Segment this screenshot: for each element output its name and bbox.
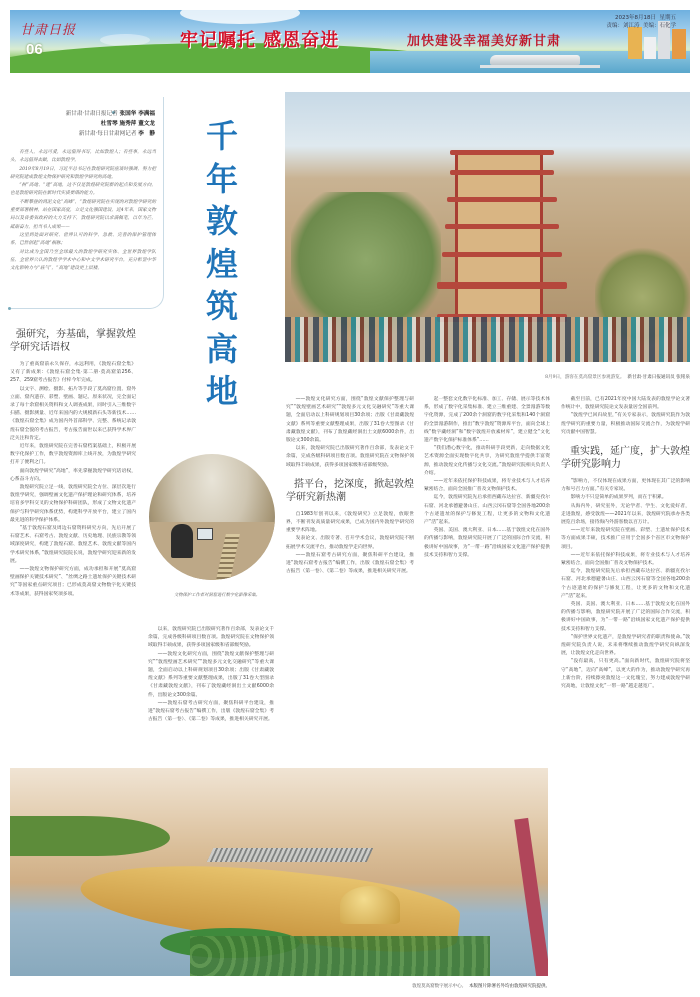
paragraph: ——敦煌文化研究方面，围绕“敦煌文献保护整理与研究”“敦煌壁画艺术研究”“敦煌多元文化交融研究”等重大课题，全面启动以上科研规划项目30余项；出版《甘肃藏敦煌文献》系列等重要文献整理成果，出版了31卷大型图录《甘肃藏敦煌文献》，刊布了敦煌藏经洞出土文献6000余件，出版论文300余篇。 (286, 397, 414, 444)
train-icon (490, 55, 580, 65)
paragraph: “影响力，不仅体现在成果方面，更体现在其广泛的影响力和号召力方面。”有关专家说。 (561, 479, 690, 493)
paragraph: ——近年来依托保护科技成果，将专业技术与人才培养紧密结合，面向全国推广普及文物保护技术。 (561, 552, 690, 567)
intro-paragraph: 有些人，永远可爱，永远值得书写，比如敦煌人；有些事，永远当头，永远值得去做，比如敦煌学。 (10, 150, 156, 164)
paragraph: 迄今，敦煌研究院先后承担西藏布达拉宫、新疆克孜尔石窟、河北承德避暑山庄、山西云冈石窟等全国各地200余个古迹遗址的保护与修复工程，让更多的文物和文化遗产“活”起来。 (424, 495, 550, 526)
issue-info (606, 14, 676, 30)
paragraph: “保护世界文化遗产，是敦煌学研究者的职责和使命。”敦煌研究院负责人说，未来将继续推动敦煌学研究向纵深发展，让敦煌文化走向世界。 (561, 634, 690, 657)
section-heading (286, 478, 414, 504)
caption-credit: 新甘肃·甘肃日报通讯员 张铭泉 (627, 375, 690, 380)
page-number: 06 (26, 41, 43, 58)
newspaper-logo: 甘肃日报 (20, 23, 77, 38)
top-photo-caption (440, 374, 690, 380)
paragraph: 面向敦煌学研究“高地”，率先掌握敦煌学研究话语权，心系奋斗方向。 (10, 468, 136, 482)
dot-decoration (8, 307, 11, 310)
section-heading-line: 学研究话语权 (10, 342, 70, 353)
slogan-sub: 加快建设幸福美好新甘肃 (407, 34, 562, 49)
paragraph: ——敦煌石窟考古研究方面，聚焦科研平台建设，推进“敦煌石窟考古报告”编撰工作，出版《敦煌石窟全集》考古报告（第一卷）、《第二卷》等成果，推进相关研究开展。 (286, 552, 414, 575)
cloud-decoration (180, 10, 300, 24)
section-heading (10, 328, 136, 354)
title-char: 敦 (205, 202, 238, 240)
byline-prefix: 新甘肃·每日甘肃网记者 (78, 131, 137, 137)
issue-date: 2023年8月18日 (614, 15, 656, 21)
section-heading-line: 强研究，夯基础，掌握敦煌 (16, 329, 136, 340)
intro-paragraph: 2019年8月19日，习近平总书记在敦煌研究院座谈时强调，努力把研究院建成敦煌文物保护研究和敦煌学研究的高地。 (10, 166, 156, 180)
section-heading-line: 重实践，延广度，扩大敦煌 (570, 446, 690, 458)
article-title (202, 115, 242, 413)
byline-prefix: 新甘肃·甘肃日报记者 (65, 111, 118, 117)
paragraph: 以来，敦煌研究院已出版研究著作百余部，发表论文千余篇，完成各级科研项目数百项。敦煌研究院在文物保护领域取得丰硕成果，获得多项国家级和省部级奖励。 (286, 446, 414, 468)
intro-text (10, 149, 156, 273)
article-column-2 (148, 626, 274, 760)
designer: 美编：石化学 (642, 23, 676, 29)
paragraph: 从海内外，研究室外，无论学者、学生、文化爱好者，走进敦煌，感受敦煌——2021年以来，敦煌研究院承办各类展览百余场，接待海内外游客数以百万计。 (561, 503, 690, 526)
paragraph: 为了重高窟前永久保存，永远利用，《敦煌石窟全集》又有了新成果：《敦煌石窟全集·第二册·莫高窟第256、257、259窟考古报告》付梓今年完成。 (10, 362, 136, 384)
paragraph: ——近年来敦煌研究院在壁画、彩塑、土遗址保护技术等方面成果丰硕，技术推广应用于全国多个省区市文物保护项目。 (561, 528, 690, 550)
title-char: 高 (205, 329, 238, 368)
paragraph: 近年来，敦煌研究院在完善石窟档案基础上，积极开展数字化保护工作，数字敦煌资源库上线开放，为敦煌学研究打开了便利之门。 (10, 444, 136, 466)
mogao-caves-photo (285, 92, 690, 362)
building-icon (644, 37, 656, 59)
paragraph: “敦煌学已回归故里，”有关专家表示，敦煌研究院作为敦煌学研究的重要力量，积极推动国际交流合作，为敦煌学研究贡献中国智慧。 (561, 413, 690, 435)
title-char: 千 (205, 117, 238, 155)
intro-paragraph: 这里到处面对研究、世界认可的科学、急救、完善的保护管理体系，已然创起“高地”根脉； (10, 232, 156, 247)
byline (10, 109, 155, 139)
paragraph: 以来，敦煌研究院已出版研究著作百余部，发表论文千余篇，完成各级科研项目数百项。敦煌研究院在文物保护领域取得丰硕成果，获得多项国家级和省部级奖励。 (148, 627, 274, 649)
paragraph: 以文字、测绘、摄影、拓片等手段了莫高窟位置、窟外立面、窟内遗存、彩塑、壁画、题记、原来状况，完全面记录了每十余窟相关资料和文人调查成果，同时引入三维数字扫描、摄影测量、近年来国内的大规模新石头等新技术……《敦煌石窟全集》成为国内外首部科学、完整、系统记录敦煌石窟全貌的考古报告，考古报告面世以来已获得学术界广泛关注和肯定。 (10, 386, 136, 441)
caption-credit: 本版图片除署名外均由敦煌研究院提供。 (469, 984, 550, 989)
digital-imaging-photo (149, 454, 275, 580)
article-column-4 (424, 396, 550, 762)
paragraph: 截至目前，已有2021年度中国大陆发表的敦煌学论文著作统计中，敦煌研究院论文发表量居全国前列。 (561, 397, 690, 411)
paragraph: “没有最高，只有更高。”面向新时代，敦煌研究院将坚守“高地”，迈向“高峰”，以更大的作为，推动敦煌学研究再上新台阶，持续擦亮敦煌这一文化瑰宝，努力建成敦煌学研究高地，让敦煌文化“一带一路”越走越宽广。 (561, 659, 690, 690)
intro-paragraph: 不断攀登的鸿泥文化“高峰”，“敦煌研究院在实现的对敦煌学研究的重要部署精神，站在国家高度，立足文化强国建设，近4年来，国家文物局以及省委省政府的大力支持下，敦煌研究院以求满佩笔，以年为芒，砥砺奋力，担当书人成果—— (10, 199, 156, 230)
bridge-decoration (480, 65, 600, 68)
section-heading-line: 学研究影响力 (561, 459, 621, 471)
title-char: 煌 (205, 244, 238, 283)
title-char: 筑 (205, 287, 238, 325)
paragraph: “我们潜心数字化，推动科研手段更新，走向数据文化艺术资源全面实现数字化共享，为研究敦煌学提供丰富资源，推动敦煌文化传播与文化交流。”敦煌研究院相关负责人介绍。 (424, 446, 550, 476)
paragraph: ——近年来依托保护科技成果，将专业技术与人才培养紧密结合，面向全国推广普及文物保护技术。 (424, 479, 550, 493)
paragraph: 发表论文、出版专著、召开学术会议，敦煌研究院不断拓展学术交流平台，推动敦煌学走向世界。 (286, 536, 414, 550)
building-icon (672, 29, 686, 59)
title-char: 年 (205, 159, 238, 198)
byline-names: 李 静 (138, 131, 155, 137)
paragraph: 迄今，敦煌研究院先后承担西藏布达拉宫、新疆克孜尔石窟、河北承德避暑山庄、山西云冈石窟等全国各地200余个古迹遗址的保护与修复工程，让更多的文物和文化遗产“活”起来。 (561, 569, 690, 599)
byline-names: 张国华 李满福 (119, 111, 155, 117)
editor: 责编：刘江涛 (606, 23, 640, 29)
article-column-1 (10, 326, 136, 759)
article-column-3 (286, 396, 414, 762)
paragraph: 自1983年创刊以来，《敦煌研究》立足敦煌，放眼世界，不断刊发高质量研究成果，已成为国内外敦煌学研究的重要学术阵地。 (286, 511, 414, 534)
title-char: 地 (205, 372, 238, 410)
intro-paragraph: “树”高地、“建”高地，这不仅是敦煌研究院新的起点和发展方向，也是敦煌研究院在新时代实质要塔的能力。 (10, 183, 156, 197)
section-heading-line: 搭平台，挖深度，掀起敦煌 (294, 478, 414, 490)
circle-photo-caption: 文物保护工作者对洞窟进行数字化影像采集。 (174, 593, 260, 598)
building-icon (628, 27, 642, 59)
section-heading-line: 学研究新热潮 (286, 491, 346, 503)
intro-paragraph: 对比成为全国乃至全球最大的敦煌学研究实体、全世界敦煌学队伍、全世界公认的敦煌学学术中心和中文学术研究平台，充分彰显中华文化影响力与“底气”，“高地”建设更上层楼。 (10, 249, 156, 272)
caption-text: 敦煌莫高窟数字展示中心。 (412, 984, 467, 989)
paragraph: ——敦煌文物保护研究方面，成功承担和开展“莫高窟壁画保护关键技术研究”、“丝绸之路土遗址保护关键技术研究”等国家重点研究项目；已形成莫高窟文物数字化关键技术等成果，获得国家奖项多项。 (10, 567, 136, 597)
paragraph: ——敦煌文化研究方面，围绕“敦煌文献保护整理与研究”“敦煌壁画艺术研究”“敦煌多元文化交融研究”等重大课题，全面启动以上科研规划项目30余项；出版《甘肃藏敦煌文献》系列等重要文献整理成果，出版了31卷大型图录《甘肃藏敦煌文献》，刊布了敦煌藏经洞出土文献6000余件，出版论文300余篇。 (148, 651, 274, 698)
paragraph: 敦煌研究院立足一线，敦煌研究院全方位、深层次进行敦煌学研究，强调壁画文化遗产保护理论和研究体系，培养培育多学科交叉的文物保护科研团队，形成了文物文化遗产保护与科学研究体系优势，构建科学开放平台，建立了国内最先进的科学保护体系。 (10, 485, 136, 523)
bottom-photo-caption (270, 983, 550, 989)
caption-text: 8月9日，游客在莫高窟景区参观游览。 (545, 375, 625, 380)
slogan-main: 牢记嘱托 感恩奋进 (180, 30, 340, 51)
article-column-5 (561, 396, 690, 990)
digital-exhibition-center-photo (10, 768, 548, 976)
paragraph: 英国、美国、澳大利亚、日本……基于敦煌文化在国外的传播与影响，敦煌研究院开展了广泛的国际合作交流，积极讲好中国故事，为“一带一路”沿线国家文化遗产保护提供技术支持和智力支撑。 (424, 528, 550, 558)
paragraph: 起一整套文化数字化标准、加工、存储、展示等技术体系，形成了数字化采集标准、建立三维重建、全景漫游等数字化资源，完成了200余个洞窟的数字化采集和140个洞窟的全景漫游制作，推出“数字敦煌”资源库平台，面向全球上线“数字藏经洞”和“数字敦煌开放素材库”，建立健全“文化遗产数字化保护标准体系”…… (424, 397, 550, 444)
paragraph: ——敦煌石窟考古研究方面，聚焦科研平台建设，推进“敦煌石窟考古报告”编撰工作，出版《敦煌石窟全集》考古报告（第一卷）、《第二卷》等成果，推进相关研究开展。 (148, 700, 274, 723)
issue-weekday: 星期五 (659, 15, 676, 21)
paragraph: 英国、美国、澳大利亚、日本……基于敦煌文化在国外的传播与影响，敦煌研究院开展了广泛的国际合作交流，积极讲好中国故事，为“一带一路”沿线国家文化遗产保护提供技术支持和智力支撑。 (561, 602, 690, 632)
section-heading (561, 445, 690, 471)
paragraph: 影响力不只是简单的成果罗列，而在于积累。 (570, 495, 667, 501)
crowd-of-visitors (285, 317, 690, 362)
page-header-banner (10, 10, 690, 73)
nine-story-pagoda (437, 142, 567, 327)
paragraph: “基于敦煌石窟及周边石窟资料研究方向，先后开展了石窟艺术、石窟考古、敦煌文献、历史地理、民族宗教等领域深度研究，构建了敦煌石窟、敦煌艺术、敦煌文献等国内学术研究体系，”敦煌研究院院长说，敦煌学研究迎来新的发展。 (10, 526, 136, 564)
byline-names: 杜雪琴 施秀萍 董文龙 (100, 121, 155, 127)
